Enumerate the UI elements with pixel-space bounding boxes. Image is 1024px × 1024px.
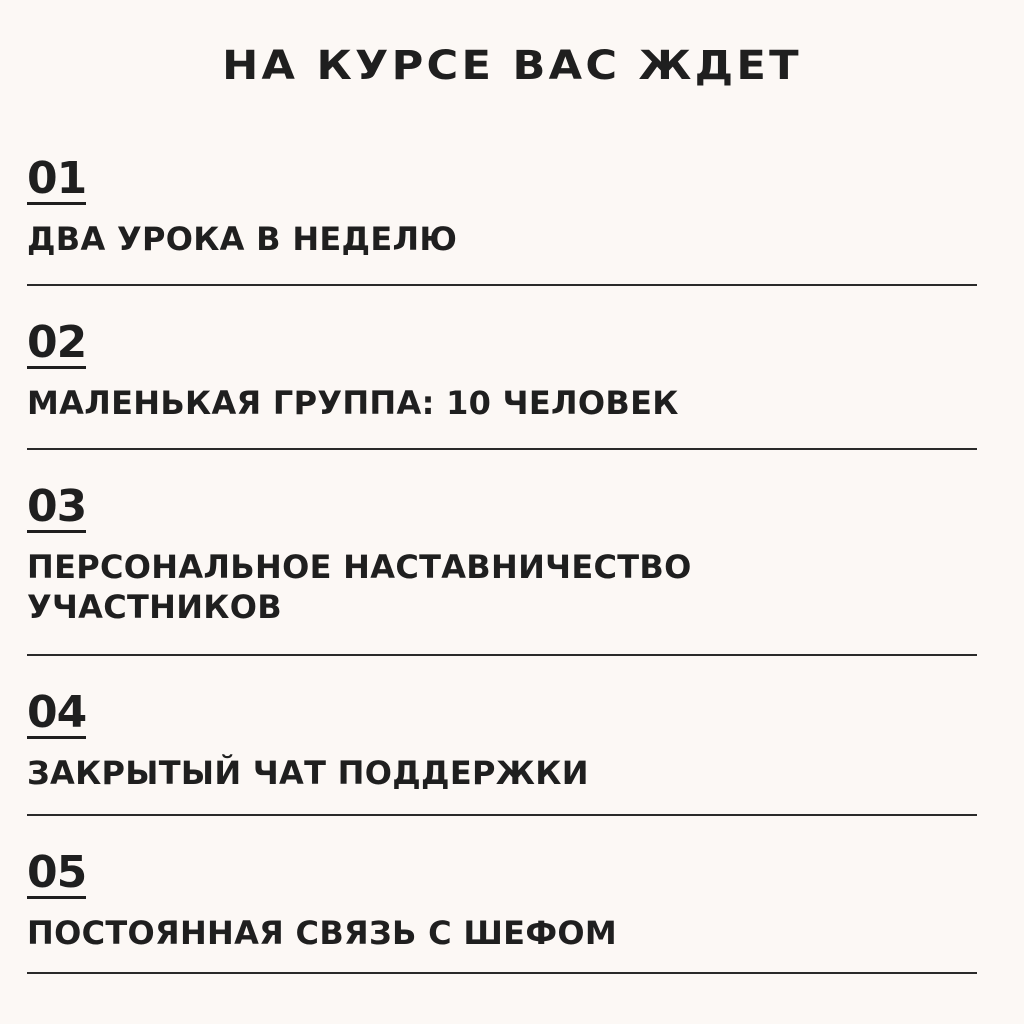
list-item: [27, 687, 977, 816]
page-title: НА КУРСЕ ВАС ЖДЕТ: [222, 43, 802, 89]
item-label: ПЕРСОНАЛЬНОЕ НАСТАВНИЧЕСТВО УЧАСТНИКОВ: [27, 548, 692, 626]
item-label: ДВА УРОКА В НЕДЕЛЮ: [27, 220, 458, 258]
list-item: [27, 153, 977, 286]
item-label: ПОСТОЯННАЯ СВЯЗЬ С ШЕФОМ: [27, 914, 618, 952]
list-item: [27, 481, 977, 656]
item-number: 02: [27, 317, 87, 368]
item-label: МАЛЕНЬКАЯ ГРУППА: 10 ЧЕЛОВЕК: [27, 384, 679, 422]
item-number: 01: [27, 153, 87, 204]
item-number: 05: [27, 847, 87, 898]
item-number: 03: [27, 481, 87, 532]
list-item: [27, 317, 977, 450]
item-label: ЗАКРЫТЫЙ ЧАТ ПОДДЕРЖКИ: [27, 754, 589, 792]
item-number: 04: [27, 687, 87, 738]
list-item: [27, 847, 977, 974]
